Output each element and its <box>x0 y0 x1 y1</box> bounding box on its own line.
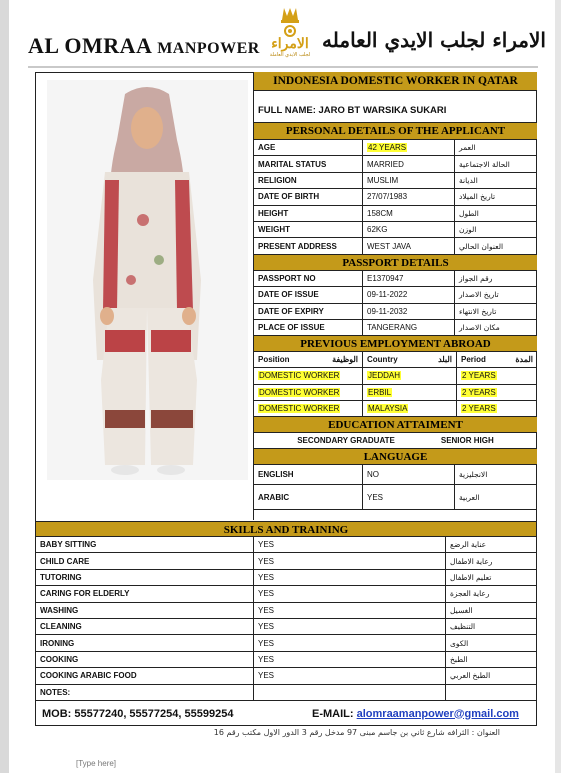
skill-value: YES <box>254 553 446 568</box>
skill-label-ar: رعاية العجزة <box>450 589 490 599</box>
logo-text: الامراء <box>271 36 309 52</box>
passport-row <box>254 304 537 320</box>
language-label-ar: العربية <box>459 492 480 502</box>
skill-label: CARING FOR ELDERLY <box>36 586 254 601</box>
skill-label-ar: الغسيل <box>450 605 473 615</box>
personal-details-heading: PERSONAL DETAILS OF THE APPLICANT <box>254 123 537 140</box>
skill-row <box>36 685 536 701</box>
skill-label-ar: الطبخ <box>450 654 468 664</box>
personal-value <box>363 140 455 155</box>
employment-heading: PREVIOUS EMPLOYMENT ABROAD <box>254 336 537 352</box>
spacer <box>254 91 537 99</box>
skill-label-ar: تعليم الاطفال <box>450 572 492 582</box>
personal-label-ar: الطول <box>459 208 479 218</box>
logo-subtext: لجلب الايدي العاملة <box>269 52 311 58</box>
contact-row <box>36 702 536 725</box>
personal-label: WEIGHT <box>254 222 363 237</box>
personal-label: PRESENT ADDRESS <box>254 238 363 253</box>
personal-label-ar: العمر <box>459 143 476 153</box>
col-period: Period <box>461 355 486 365</box>
passport-details-heading: PASSPORT DETAILS <box>254 255 537 271</box>
skill-value: YES <box>254 570 446 585</box>
brand-small: MANPOWER <box>157 40 260 57</box>
personal-value: MUSLIM <box>363 173 455 188</box>
skill-label: CLEANING <box>36 619 254 634</box>
col-country: Country <box>367 355 398 365</box>
col-period-ar: المدة <box>515 355 533 365</box>
employment-position <box>254 401 363 416</box>
skill-label: COOKING <box>36 652 254 667</box>
col-country-ar: البلد <box>438 355 452 365</box>
skill-value: YES <box>254 586 446 601</box>
header-divider <box>28 66 538 68</box>
personal-label: MARITAL STATUS <box>254 156 363 171</box>
personal-label-ar: الحالة الاجتماعية <box>459 159 510 169</box>
skill-label: WASHING <box>36 603 254 618</box>
employment-position <box>254 368 363 383</box>
skill-label-ar: الطبخ العربي <box>450 671 491 681</box>
employment-period <box>457 385 537 400</box>
employment-position-text: DOMESTIC WORKER <box>259 404 340 414</box>
language-row <box>254 485 537 510</box>
personal-row <box>254 238 537 254</box>
personal-label: RELIGION <box>254 173 363 188</box>
personal-value: 158CM <box>363 206 455 221</box>
passport-label-ar: تاريخ الاصدار <box>459 290 499 300</box>
employment-row <box>254 401 537 417</box>
skill-label: BABY SITTING <box>36 537 254 552</box>
col-position-ar: الوظيفة <box>332 355 358 365</box>
education-row <box>254 433 537 449</box>
passport-label: DATE OF EXPIRY <box>254 304 363 319</box>
skill-row <box>36 635 536 651</box>
skill-label: COOKING ARABIC FOOD <box>36 668 254 683</box>
employment-position-text: DOMESTIC WORKER <box>259 371 340 381</box>
skill-label-ar <box>446 685 536 700</box>
employment-position <box>254 385 363 400</box>
passport-value: 09-11-2032 <box>363 304 455 319</box>
personal-label-ar: تاريخ الميلاد <box>459 192 496 202</box>
personal-label-ar: العنوان الحالي <box>459 241 504 251</box>
personal-label-ar: الوزن <box>459 225 477 235</box>
skill-label-ar: عناية الرضع <box>450 540 487 550</box>
language-label: ARABIC <box>254 485 363 509</box>
language-label-ar: الانجليزية <box>459 470 488 480</box>
employment-period <box>457 368 537 383</box>
passport-value: 09-11-2022 <box>363 287 455 302</box>
employment-period-text: 2 YEARS <box>462 387 496 397</box>
education-detail: SENIOR HIGH <box>440 436 494 446</box>
personal-value: 62KG <box>363 222 455 237</box>
details-column <box>254 72 537 510</box>
employment-period-text: 2 YEARS <box>462 371 496 381</box>
skill-row <box>36 603 536 619</box>
passport-label: DATE OF ISSUE <box>254 287 363 302</box>
skill-label-ar: رعاية الاطفال <box>450 556 493 566</box>
passport-label-ar: مكان الاصدار <box>459 323 500 333</box>
skills-table <box>36 537 536 701</box>
mobile-numbers: MOB: 55577240, 55577254, 55599254 <box>42 707 234 720</box>
skill-row <box>36 668 536 684</box>
personal-label-ar: الديانة <box>459 175 478 185</box>
skill-row <box>36 586 536 602</box>
personal-value: WEST JAVA <box>363 238 455 253</box>
skill-label-ar: التنظيف <box>450 622 476 632</box>
employment-table <box>254 368 537 417</box>
skill-value: YES <box>254 652 446 667</box>
footer-placeholder[interactable]: [Type here] <box>76 759 117 768</box>
skill-row <box>36 652 536 668</box>
employment-period <box>457 401 537 416</box>
page-left-margin <box>0 0 9 773</box>
skill-label: CHILD CARE <box>36 553 254 568</box>
personal-row <box>254 222 537 238</box>
brand-arabic: الامراء لجلب الايدي العامله <box>322 28 546 52</box>
brand-main: AL OMRAA <box>28 33 152 58</box>
email-link[interactable]: alomraamanpower@gmail.com <box>356 707 519 720</box>
personal-label: HEIGHT <box>254 206 363 221</box>
passport-row <box>254 320 537 336</box>
language-label: ENGLISH <box>254 465 363 484</box>
passport-row <box>254 287 537 303</box>
employment-country <box>363 401 457 416</box>
company-logo <box>254 4 326 58</box>
personal-row <box>254 206 537 222</box>
personal-row <box>254 173 537 189</box>
personal-row <box>254 189 537 205</box>
email-label: E-MAIL: <box>312 707 354 720</box>
skill-value: YES <box>254 619 446 634</box>
employment-country-text: MALAYSIA <box>368 404 408 414</box>
personal-label: DATE OF BIRTH <box>254 189 363 204</box>
skill-row <box>36 570 536 586</box>
personal-details-table <box>254 140 537 255</box>
skill-label-ar: الكوى <box>450 638 469 648</box>
language-row <box>254 465 537 485</box>
personal-value: MARRIED <box>363 156 455 171</box>
skill-label: NOTES: <box>36 685 254 700</box>
skill-row <box>36 619 536 635</box>
document-title: INDONESIA DOMESTIC WORKER IN QATAR <box>254 72 537 91</box>
skill-value: YES <box>254 603 446 618</box>
passport-value: TANGERANG <box>363 320 455 335</box>
skill-row <box>36 537 536 553</box>
skill-label: IRONING <box>36 635 254 650</box>
language-value: NO <box>363 465 455 484</box>
employment-country-text: ERBIL <box>368 387 392 397</box>
education-level: SECONDARY GRADUATE <box>297 436 395 446</box>
personal-label: AGE <box>254 140 363 155</box>
passport-details-table <box>254 271 537 337</box>
passport-value: E1370947 <box>363 271 455 286</box>
personal-row <box>254 156 537 172</box>
employment-period-text: 2 YEARS <box>462 404 496 414</box>
employment-row <box>254 385 537 401</box>
personal-row <box>254 140 537 156</box>
col-position: Position <box>258 355 290 365</box>
email-block <box>312 708 519 720</box>
passport-label-ar: تاريخ الانتهاء <box>459 306 497 316</box>
employment-row <box>254 368 537 384</box>
skill-value: YES <box>254 537 446 552</box>
passport-label: PLACE OF ISSUE <box>254 320 363 335</box>
personal-value: 27/07/1983 <box>363 189 455 204</box>
passport-row <box>254 271 537 287</box>
language-table <box>254 465 537 510</box>
employment-country-text: JEDDAH <box>368 371 401 381</box>
language-value: YES <box>363 485 455 509</box>
employment-country <box>363 385 457 400</box>
skill-row <box>36 553 536 569</box>
skill-value: YES <box>254 668 446 683</box>
applicant-photo <box>47 80 248 480</box>
personal-value-text: 42 YEARS <box>368 143 407 153</box>
skill-value <box>254 685 446 700</box>
language-heading: LANGUAGE <box>254 449 537 465</box>
page-right-margin <box>555 0 561 773</box>
skills-heading: SKILLS AND TRAINING <box>36 521 536 537</box>
passport-label-ar: رقم الجواز <box>459 273 493 283</box>
skill-label: TUTORING <box>36 570 254 585</box>
skill-value: YES <box>254 635 446 650</box>
full-name: FULL NAME: JARO BT WARSIKA SUKARI <box>254 99 537 123</box>
brand-english <box>28 33 260 59</box>
passport-label: PASSPORT NO <box>254 271 363 286</box>
employment-country <box>363 368 457 383</box>
education-heading: EDUCATION ATTAIMENT <box>254 417 537 433</box>
employment-position-text: DOMESTIC WORKER <box>259 387 340 397</box>
employment-header-row <box>254 352 537 368</box>
office-address: العنوان : الثرافه شارع ثاني بن جاسم مبنى 97 مدخل رقم 3 الدور الاول مكتب رقم 16 <box>213 728 500 737</box>
